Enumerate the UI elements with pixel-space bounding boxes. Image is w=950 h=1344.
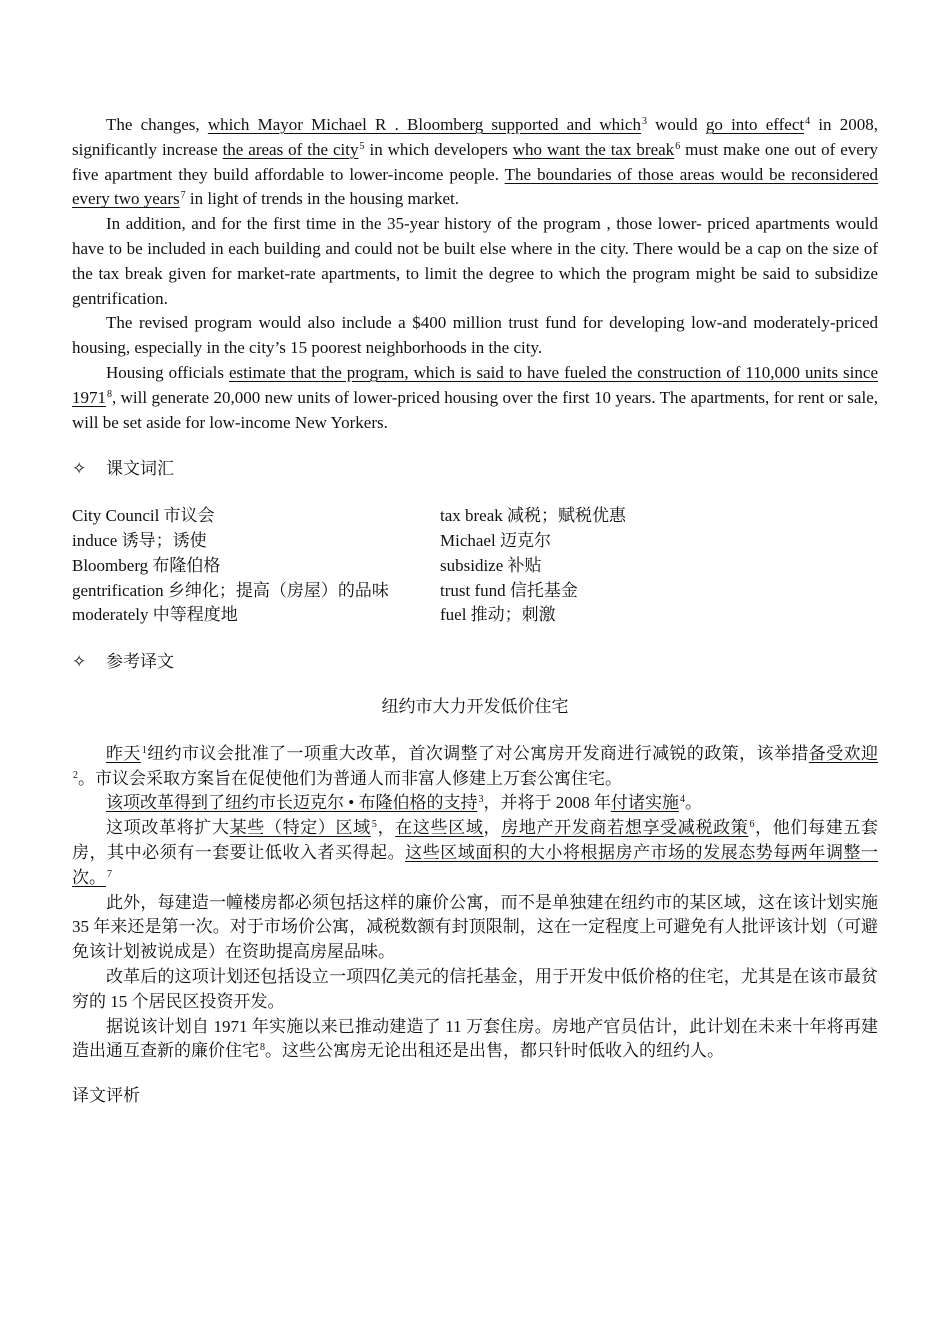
english-paragraph-2: In addition, and for the first time in the 35-year history of the program , those lower- priced apartments would have to be included in each building and could not be built else where in the city. There would be a cap on the size of the tax break given for market-rate apartments, to limit the degree to which the program might be said to subsidize gentrification. bbox=[72, 214, 878, 308]
text-run: Housing officials bbox=[106, 362, 229, 382]
underlined-phrase: The boundaries of those areas would be reconsidered every two years bbox=[72, 164, 878, 209]
vocab-entry: fuel 推动；刺激 bbox=[440, 605, 556, 625]
vocab-entry: subsidize 补贴 bbox=[440, 555, 542, 575]
text-run: 。这些公寓房无论出租还是出售，都只针时低收入的纽约人。 bbox=[265, 1041, 724, 1061]
text-run: 据说该计划自 1971 年实施以来已推动建造了 11 万套住房。房地产官员估计，此计划在未来十年将再建造出通互查新的廉价住宅 bbox=[72, 1016, 878, 1061]
english-paragraph-3: The revised program would also include a $400 million trust fund for developing low-and moderately-priced housing, especially in the city’s 15 poorest neighborhoods in the city. bbox=[72, 313, 878, 358]
translation-heading bbox=[72, 650, 878, 675]
note-number: 8 bbox=[107, 388, 112, 400]
text-run: would bbox=[646, 115, 706, 134]
vocab-entry: moderately 中等程度地 bbox=[72, 605, 238, 625]
underlined-phrase: who want the tax break bbox=[512, 139, 675, 159]
note-number: 6 bbox=[749, 819, 755, 831]
vocab-entry: Michael 迈克尔 bbox=[440, 530, 551, 550]
analysis-heading: 译文评析 bbox=[72, 1086, 140, 1106]
chinese-paragraph-4: 此外，每建造一幢楼房都必须包括这样的廉价公寓，而不是单独建在纽约市的某区域，这在该计划实施 35 年来还是第一次。对于市场价公寓，减税数额有封顶限制，这在一定程度上可避免有人批评该计划（可避免该计划被说成是）在资助提高房屋品味。 bbox=[72, 892, 878, 962]
note-number: 7 bbox=[107, 868, 112, 880]
english-paragraph-1 bbox=[72, 113, 878, 212]
underlined-phrase: 在这些区域 bbox=[395, 818, 484, 838]
underlined-phrase: 付诸实施 bbox=[610, 793, 679, 813]
underlined-phrase: the areas of the city bbox=[222, 139, 359, 159]
text-run: in which developers bbox=[364, 139, 513, 159]
vocab-entry: gentrification 乡绅化；提高（房屋）的品味 bbox=[72, 580, 389, 600]
note-number: 4 bbox=[679, 794, 685, 806]
diamond-bullet-icon: ✧ bbox=[72, 459, 87, 479]
underlined-phrase: 房地产开发商若想享受减税政策 bbox=[501, 818, 749, 838]
note-number: 8 bbox=[260, 1042, 265, 1054]
vocab-entry: City Council 市议会 bbox=[72, 506, 215, 526]
translation-title: 纽约市大力开发低价住宅 bbox=[381, 696, 569, 716]
note-number: 7 bbox=[180, 190, 186, 202]
note-number: 5 bbox=[359, 140, 365, 152]
note-number: 3 bbox=[641, 116, 647, 127]
chinese-paragraph-5: 改革后的这项计划还包括设立一项四亿美元的信托基金，用于开发中低价格的住宅，尤其是在该市最贫穷的 15 个居民区投资开发。 bbox=[72, 966, 878, 1011]
underlined-phrase: go into effect bbox=[705, 115, 805, 134]
text-run: 纽约市议会批准了一项重大改革，首次调整了对公寓房开发商进行减锐的政策，该举措 bbox=[146, 743, 809, 763]
chinese-paragraph-6 bbox=[72, 1015, 878, 1065]
note-number: 4 bbox=[805, 116, 811, 127]
text-run: ，他们每建五套房，其中必须有一套要让低收入者买得起。 bbox=[72, 818, 879, 862]
text-run: in light of trends in the housing market. bbox=[185, 189, 460, 209]
text-run: 。 bbox=[684, 793, 702, 813]
vocab-entry: trust fund 信托基金 bbox=[440, 580, 578, 600]
underlined-phrase: 这些区域面积的大小将根据房产市场的发展态势每两年调整一次。 bbox=[72, 842, 879, 887]
note-number: 5 bbox=[371, 819, 377, 831]
text-run: The changes, bbox=[106, 115, 208, 134]
section-title: 课文词汇 bbox=[106, 459, 174, 479]
document-page bbox=[72, 113, 878, 1109]
note-number: 1 bbox=[141, 744, 147, 756]
underlined-phrase: 备受欢迎 bbox=[808, 743, 879, 763]
text-run: 。市议会采取方案旨在促使他们为普通人而非富人修建上万套公寓住宅。 bbox=[78, 768, 622, 788]
underlined-phrase: estimate that the program, which is said to have fueled the construction of 110,000 units since 1971 bbox=[72, 362, 878, 407]
vocab-heading bbox=[72, 457, 878, 482]
note-number: 2 bbox=[73, 769, 78, 781]
note-number: 6 bbox=[675, 140, 681, 152]
text-run: in 2008, significantly increase bbox=[72, 115, 878, 159]
chinese-paragraph-2 bbox=[72, 791, 878, 816]
underlined-phrase: 某些（特定）区域 bbox=[229, 818, 371, 838]
english-paragraph-4 bbox=[72, 361, 878, 435]
underlined-phrase: 昨天 bbox=[106, 743, 141, 763]
text-run: ， bbox=[376, 818, 396, 838]
section-title: 参考译文 bbox=[106, 652, 174, 672]
vocab-list bbox=[72, 504, 878, 628]
vocab-entry: induce 诱导；诱使 bbox=[72, 530, 207, 550]
underlined-phrase: 该项改革得到了纽约市长迈克尔 • 布隆伯格的支持 bbox=[106, 793, 478, 813]
text-run: must make one out of every five apartment they build affordable to lower-income people. bbox=[72, 139, 878, 184]
text-run: , will generate 20,000 new units of lower-priced housing over the first 10 years. The apartments, for rent or sale, will be set aside for low-income New Yorkers. bbox=[72, 387, 878, 432]
note-number: 3 bbox=[478, 794, 484, 806]
vocab-entry: Bloomberg 布隆伯格 bbox=[72, 555, 221, 575]
text-run: 这项改革将扩大 bbox=[106, 818, 230, 838]
text-run: ，并将于 2008 年 bbox=[483, 793, 611, 813]
vocab-entry: tax break 减税；赋税优惠 bbox=[440, 506, 627, 526]
text-run: ， bbox=[483, 818, 502, 838]
underlined-phrase: which Mayor Michael R . Bloomberg supported and which bbox=[207, 115, 641, 134]
chinese-paragraph-3 bbox=[72, 816, 878, 890]
chinese-paragraph-1 bbox=[72, 742, 878, 792]
diamond-bullet-icon: ✧ bbox=[72, 652, 87, 672]
